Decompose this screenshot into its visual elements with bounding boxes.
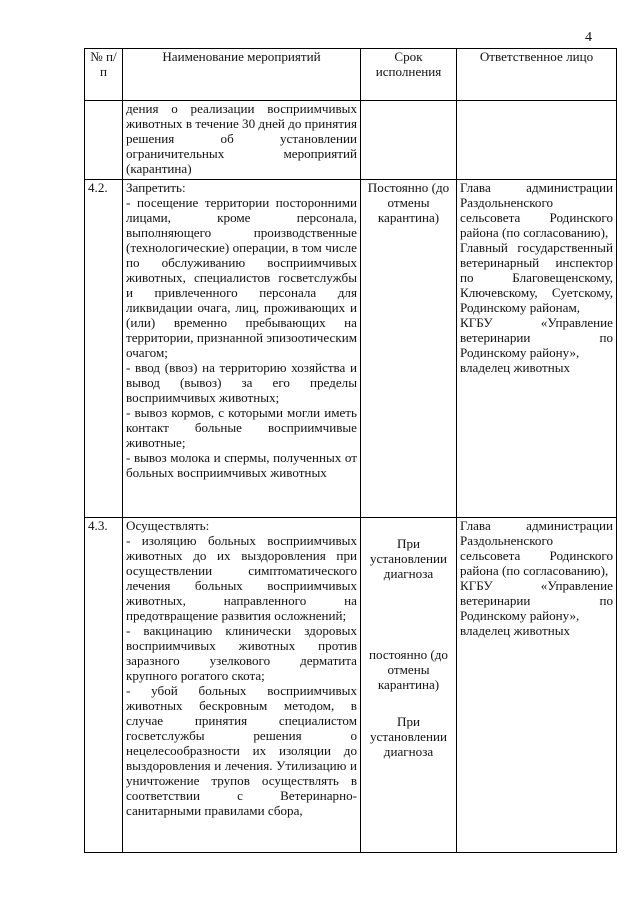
measures-table bbox=[84, 48, 617, 853]
row-name: Осуществлять: - изоляцию больных восприимчивых животных до их выздоровления при осуществлении симптоматического лечения больных восприимчивых животных, направленного на предотвращение развития осложнений; - вакцинацию клинически здоровых восприимчивых животных против заразного узелкового дерматита крупного рогатого скота; - убой больных восприимчивых животных бескровным методом, в случае принятия специалистом госветслужбы решения о нецелесообразности их изоляции до выздоровления и лечения. Утилизацию и уничтожение трупов осуществлять в соответствии с Ветеринарно-санитарными правилами сбора, bbox=[123, 518, 361, 853]
table-row bbox=[85, 180, 617, 518]
row-num: 4.2. bbox=[85, 180, 123, 518]
row-term-2: постоянно (до отмены карантина) bbox=[369, 647, 448, 692]
row-term-1: При установлении диагноза bbox=[370, 536, 447, 581]
row-name: дения о реализации восприимчивых животных в течение 30 дней до принятия решения об установлении ограничительных мероприятий (карантина) bbox=[123, 101, 361, 180]
table-header-row bbox=[85, 49, 617, 101]
header-responsible: Ответственное лицо bbox=[457, 49, 617, 101]
row-term bbox=[361, 101, 457, 180]
row-responsible: Глава администрации Раздольненского сельсовета Родинского района (по согласованию), КГБУ «Управление ветеринарии по Родинскому району», владелец животных bbox=[457, 518, 617, 853]
row-responsible: Глава администрации Раздольненского сельсовета Родинского района (по согласованию), Главный государственный ветеринарный инспектор по Благовещенскому, Ключевскому, Суетскому, Родинскому районам, КГБУ «Управление ветеринарии по Родинскому району», владелец животных bbox=[457, 180, 617, 518]
header-num: № п/п bbox=[85, 49, 123, 101]
row-num: 4.3. bbox=[85, 518, 123, 853]
row-name: Запретить: - посещение территории посторонними лицами, кроме персонала, выполняющего производственные (технологические) операции, в том числе по обслуживанию восприимчивых животных, специалистов госветслужбы и привлеченного персонала для ликвидации очага, лиц, проживающих и (или) временно пребывающих на территории, признанной эпизоотическим очагом; - ввод (ввоз) на территорию хозяйства и вывод (вывоз) за его пределы восприимчивых животных; - вывоз кормов, с которыми могли иметь контакт больные восприимчивые животные; - вывоз молока и спермы, полученных от больных восприимчивых животных bbox=[123, 180, 361, 518]
table-row bbox=[85, 101, 617, 180]
row-term: Постоянно (до отмены карантина) bbox=[361, 180, 457, 518]
table-row bbox=[85, 518, 617, 853]
page-number: 4 bbox=[585, 30, 592, 45]
row-num bbox=[85, 101, 123, 180]
row-term-3: При установлении диагноза bbox=[370, 714, 447, 759]
row-responsible bbox=[457, 101, 617, 180]
header-name: Наименование мероприятий bbox=[123, 49, 361, 101]
header-term: Срок исполнения bbox=[361, 49, 457, 101]
row-term-cell bbox=[361, 518, 457, 853]
